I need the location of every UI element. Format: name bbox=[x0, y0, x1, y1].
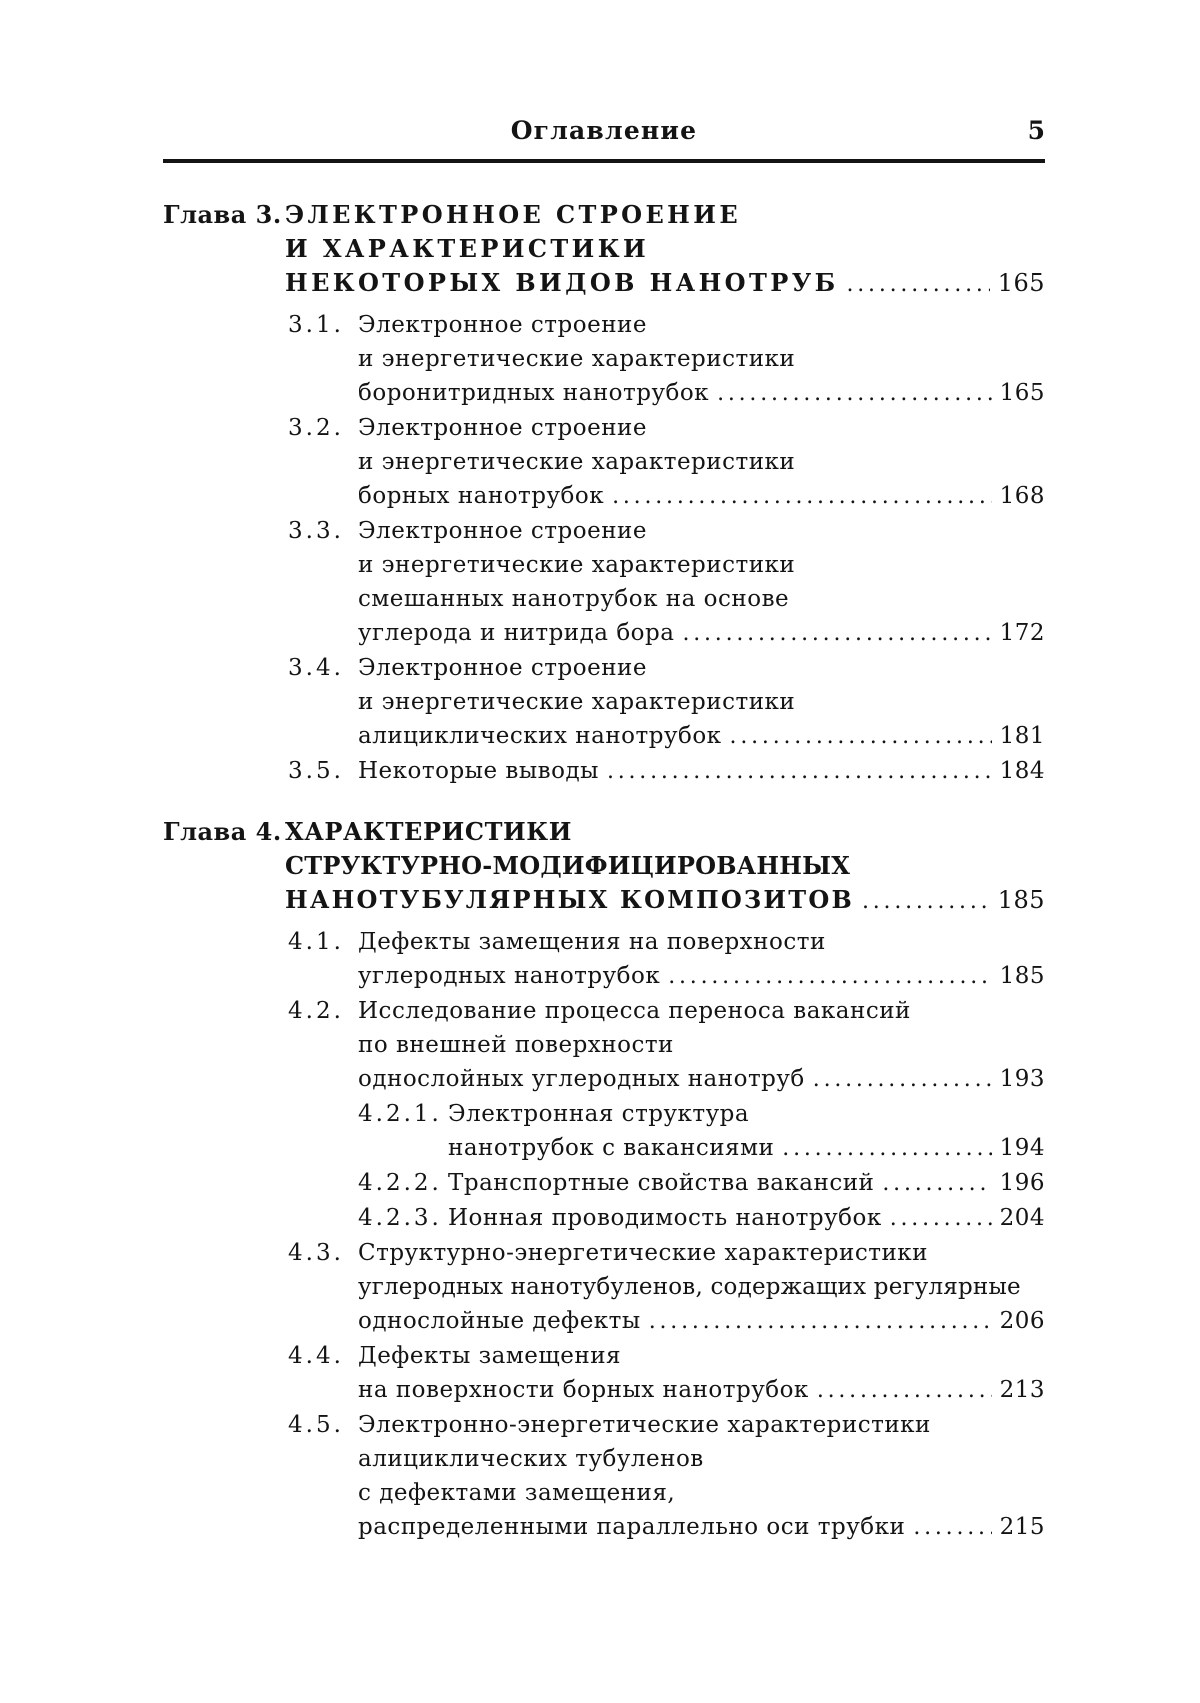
dot-leader bbox=[782, 1131, 991, 1166]
section-title-line: и энергетические характеристики bbox=[358, 346, 796, 372]
section-title-line: алициклических нанотрубок bbox=[358, 723, 722, 749]
section-title-line: Дефекты замещения на поверхности bbox=[358, 929, 826, 955]
page-ref: 213 bbox=[999, 1377, 1045, 1403]
chapter-3-title-line: И ХАРАКТЕРИСТИКИ bbox=[285, 234, 650, 263]
page-ref: 165 bbox=[999, 380, 1045, 406]
dot-leader bbox=[862, 883, 990, 919]
dot-leader bbox=[813, 1062, 992, 1097]
table-of-contents bbox=[163, 0, 1045, 1703]
section-number: 3.4. bbox=[288, 655, 344, 681]
subsection-4-2-3-entry[interactable] bbox=[448, 1201, 1045, 1235]
page-ref: 181 bbox=[999, 723, 1045, 749]
page-ref: 184 bbox=[999, 758, 1045, 784]
header-page-number: 5 bbox=[1027, 116, 1045, 145]
section-title-line: алициклических тубуленов bbox=[358, 1446, 704, 1472]
section-4-5-entry[interactable] bbox=[358, 1510, 1045, 1544]
section-3-4-entry[interactable] bbox=[358, 719, 1045, 753]
section-number: 3.3. bbox=[288, 518, 344, 544]
section-number: 4.4. bbox=[288, 1343, 344, 1369]
subsection-number: 4.2.3. bbox=[358, 1205, 442, 1231]
section-title-line: однослойных углеродных нанотруб bbox=[358, 1066, 805, 1092]
subsection-4-2-2-entry[interactable] bbox=[448, 1166, 1045, 1200]
chapter-3-title-line: НЕКОТОРЫХ ВИДОВ НАНОТРУБ bbox=[285, 268, 839, 297]
dot-leader bbox=[890, 1201, 992, 1236]
chapter-3-entry[interactable] bbox=[285, 266, 1045, 300]
chapter-3-title-line: ЭЛЕКТРОННОЕ СТРОЕНИЕ bbox=[285, 200, 742, 229]
chapter-3-label: Глава 3. bbox=[163, 200, 282, 229]
section-number: 3.5. bbox=[288, 758, 344, 784]
section-title-line: и энергетические характеристики bbox=[358, 552, 796, 578]
section-title-line: однослойные дефекты bbox=[358, 1308, 641, 1334]
page-ref: 185 bbox=[997, 886, 1045, 914]
section-number: 3.1. bbox=[288, 312, 344, 338]
section-title-line: углеродных нанотубуленов, содержащих регулярные bbox=[358, 1274, 1021, 1300]
dot-leader bbox=[882, 1166, 991, 1201]
section-3-2-entry[interactable] bbox=[358, 479, 1045, 513]
section-number: 4.3. bbox=[288, 1240, 344, 1266]
chapter-4-title-line: ХАРАКТЕРИСТИКИ bbox=[285, 817, 573, 846]
section-title-line: по внешней поверхности bbox=[358, 1032, 674, 1058]
section-4-4-entry[interactable] bbox=[358, 1373, 1045, 1407]
section-4-3-entry[interactable] bbox=[358, 1304, 1045, 1338]
section-title-line: и энергетические характеристики bbox=[358, 689, 796, 715]
section-title-line: распределенными параллельно оси трубки bbox=[358, 1514, 906, 1540]
page-ref: 172 bbox=[999, 620, 1045, 646]
section-title-line: Электронное строение bbox=[358, 655, 647, 681]
page-ref: 194 bbox=[999, 1135, 1045, 1161]
section-title-line: Структурно-энергетические характеристики bbox=[358, 1240, 928, 1266]
section-number: 4.1. bbox=[288, 929, 344, 955]
chapter-4-title-line: СТРУКТУРНО-МОДИФИЦИРОВАННЫХ bbox=[285, 851, 851, 880]
dot-leader bbox=[649, 1304, 992, 1339]
dot-leader bbox=[817, 1373, 992, 1408]
subsection-title-line: Электронная структура bbox=[448, 1101, 750, 1127]
section-number: 3.2. bbox=[288, 415, 344, 441]
subsection-number: 4.2.2. bbox=[358, 1170, 442, 1196]
section-title-line: боронитридных нанотрубок bbox=[358, 380, 710, 406]
section-title-line: борных нанотрубок bbox=[358, 483, 605, 509]
page-ref: 206 bbox=[999, 1308, 1045, 1334]
dot-leader bbox=[682, 616, 991, 651]
section-number: 4.2. bbox=[288, 998, 344, 1024]
page-ref: 165 bbox=[997, 269, 1045, 297]
section-title-line: с дефектами замещения, bbox=[358, 1480, 676, 1506]
dot-leader bbox=[730, 719, 992, 754]
dot-leader bbox=[913, 1510, 991, 1545]
chapter-4-entry[interactable] bbox=[285, 883, 1045, 917]
dot-leader bbox=[846, 266, 989, 302]
section-title-line: Дефекты замещения bbox=[358, 1343, 622, 1369]
section-number: 4.5. bbox=[288, 1412, 344, 1438]
subsection-title-line: Транспортные свойства вакансий bbox=[448, 1170, 875, 1196]
section-4-2-entry[interactable] bbox=[358, 1062, 1045, 1096]
page-ref: 204 bbox=[999, 1205, 1045, 1231]
section-title-line: Электронно-энергетические характеристики bbox=[358, 1412, 931, 1438]
section-4-1-entry[interactable] bbox=[358, 959, 1045, 993]
section-title-line: Исследование процесса переноса вакансий bbox=[358, 998, 911, 1024]
chapter-4-title-line: НАНОТУБУЛЯРНЫХ КОМПОЗИТОВ bbox=[285, 885, 854, 914]
chapter-4-label: Глава 4. bbox=[163, 817, 282, 846]
section-title-line: Электронное строение bbox=[358, 415, 647, 441]
section-title-line: углерода и нитрида бора bbox=[358, 620, 675, 646]
page-ref: 215 bbox=[999, 1514, 1045, 1540]
subsection-4-2-1-entry[interactable] bbox=[448, 1131, 1045, 1165]
section-3-3-entry[interactable] bbox=[358, 616, 1045, 650]
header-title: Оглавление bbox=[510, 116, 698, 145]
subsection-title-line: Ионная проводимость нанотрубок bbox=[448, 1205, 882, 1231]
subsection-title-line: нанотрубок с вакансиями bbox=[448, 1135, 775, 1161]
section-title-line: углеродных нанотрубок bbox=[358, 963, 661, 989]
section-title-line: смешанных нанотрубок на основе bbox=[358, 586, 790, 612]
subsection-number: 4.2.1. bbox=[358, 1101, 442, 1127]
page-ref: 168 bbox=[999, 483, 1045, 509]
section-3-5-entry[interactable] bbox=[358, 754, 1045, 788]
dot-leader bbox=[612, 479, 991, 514]
section-title-line: и энергетические характеристики bbox=[358, 449, 796, 475]
dot-leader bbox=[607, 754, 992, 789]
page-ref: 193 bbox=[999, 1066, 1045, 1092]
section-title-line: Электронное строение bbox=[358, 312, 647, 338]
dot-leader bbox=[668, 959, 991, 994]
section-title-line: Электронное строение bbox=[358, 518, 647, 544]
page-ref: 185 bbox=[999, 963, 1045, 989]
section-title-line: на поверхности борных нанотрубок bbox=[358, 1377, 809, 1403]
section-title-line: Некоторые выводы bbox=[358, 758, 599, 784]
page-ref: 196 bbox=[999, 1170, 1045, 1196]
dot-leader bbox=[717, 376, 992, 411]
section-3-1-entry[interactable] bbox=[358, 376, 1045, 410]
